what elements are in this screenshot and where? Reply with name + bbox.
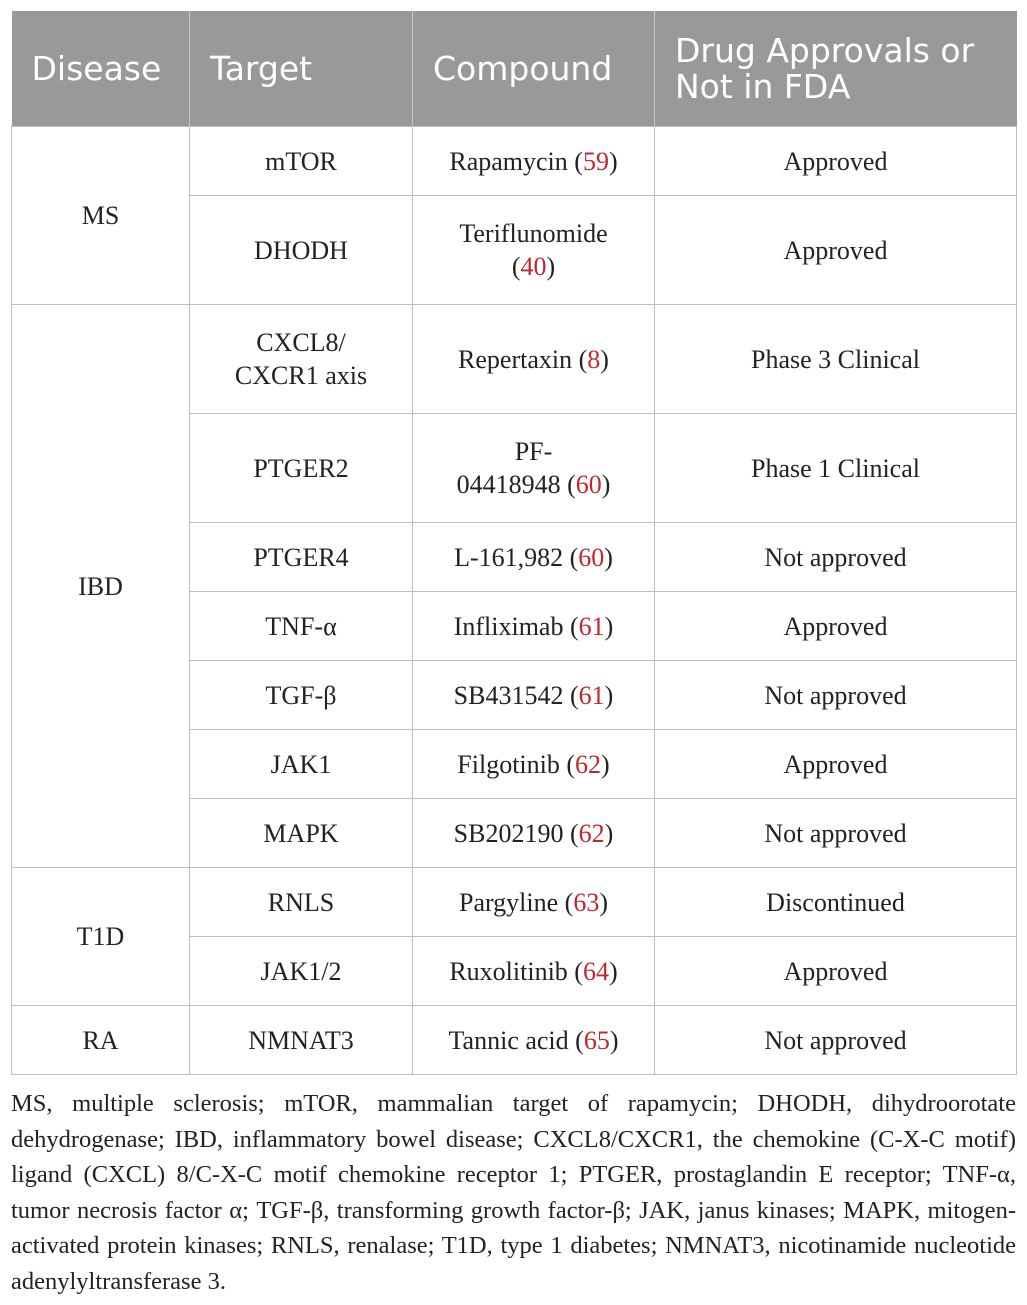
compound-name: Rapamycin ( — [449, 146, 583, 176]
target-cell: RNLS — [190, 868, 413, 937]
reference-link[interactable]: 61 — [578, 680, 605, 710]
reference-link[interactable]: 60 — [578, 542, 605, 572]
table-footnote: MS, multiple sclerosis; mTOR, mammalian target of rapamycin; DHODH, dihydroorotate dehydrogenase; IBD, inflammatory bowel disease; CXCL8/CXCR1, the chemokine (C-X-C motif) ligand (CXCL) 8/C-X-C motif chemokine receptor 1; PTGER, prostaglandin E receptor; TNF-α, tumor necrosis factor α; TGF-β, transforming growth factor-β; JAK, janus kinases; MAPK, mitogen-activated protein kinases; RNLS, renalase; T1D, type 1 diabetes; NMNAT3, nicotinamide nucleotide adenylyltransferase 3. — [11, 1090, 1016, 1295]
reference-link[interactable]: 60 — [575, 470, 602, 499]
reference-link[interactable]: 59 — [582, 146, 609, 176]
compound-name: Ruxolitinib ( — [449, 956, 583, 986]
target-cell: TGF-β — [190, 661, 413, 730]
table-header-row — [12, 11, 1017, 127]
compound-name: L-161,982 ( — [454, 542, 579, 572]
target-cell: JAK1/2 — [190, 937, 413, 1006]
target-line2: CXCR1 axis — [234, 361, 368, 390]
header-disease: Disease — [12, 11, 190, 127]
compound-paren: ) — [604, 818, 614, 848]
compound-cell — [413, 127, 655, 196]
table-row — [12, 1006, 1017, 1075]
compound-name: Filgotinib ( — [457, 749, 576, 779]
status-cell: Approved — [655, 937, 1017, 1006]
compound-paren: ) — [599, 887, 608, 917]
compound-paren: ) — [600, 344, 609, 374]
table-row — [12, 868, 1017, 937]
drug-target-table-container — [11, 11, 1016, 1075]
status-cell: Discontinued — [655, 868, 1017, 937]
drug-target-table — [11, 11, 1017, 1075]
target-cell — [190, 305, 413, 414]
compound-name: SB431542 ( — [453, 680, 579, 710]
compound-paren: ) — [546, 252, 556, 281]
compound-name: Tannic acid ( — [448, 1025, 584, 1055]
target-line1: CXCL8/ — [256, 328, 346, 357]
target-cell: JAK1 — [190, 730, 413, 799]
compound-cell — [413, 592, 655, 661]
compound-name: 04418948 ( — [456, 470, 576, 499]
compound-cell — [413, 730, 655, 799]
target-cell: PTGER2 — [190, 414, 413, 523]
target-cell: DHODH — [190, 196, 413, 305]
header-fda-line1: Drug Approvals or — [675, 30, 975, 70]
compound-cell — [413, 414, 655, 523]
compound-paren: ) — [601, 470, 611, 499]
target-cell: MAPK — [190, 799, 413, 868]
disease-cell-t1d: T1D — [12, 868, 190, 1006]
compound-name: Repertaxin ( — [458, 344, 588, 374]
compound-cell — [413, 305, 655, 414]
target-cell: PTGER4 — [190, 523, 413, 592]
compound-paren: ) — [609, 1025, 619, 1055]
reference-link[interactable]: 63 — [573, 887, 600, 917]
target-cell: mTOR — [190, 127, 413, 196]
target-cell: NMNAT3 — [190, 1006, 413, 1075]
compound-name-line1: PF- — [514, 437, 553, 466]
status-cell: Approved — [655, 730, 1017, 799]
compound-cell — [413, 523, 655, 592]
compound-cell — [413, 868, 655, 937]
header-target: Target — [190, 11, 413, 127]
status-cell: Approved — [655, 127, 1017, 196]
header-fda-line2: Not in FDA — [675, 66, 851, 106]
status-cell: Not approved — [655, 661, 1017, 730]
target-cell: TNF-α — [190, 592, 413, 661]
compound-paren: ) — [604, 542, 613, 572]
reference-link[interactable]: 40 — [520, 252, 547, 281]
compound-paren: ) — [604, 611, 614, 641]
reference-link[interactable]: 61 — [578, 611, 605, 641]
status-cell: Not approved — [655, 523, 1017, 592]
compound-cell — [413, 799, 655, 868]
compound-paren: ) — [601, 749, 610, 779]
reference-link[interactable]: 62 — [578, 818, 605, 848]
compound-cell — [413, 661, 655, 730]
status-cell: Approved — [655, 592, 1017, 661]
reference-link[interactable]: 65 — [583, 1025, 610, 1055]
disease-cell-ra: RA — [12, 1006, 190, 1075]
compound-cell — [413, 196, 655, 305]
compound-cell — [413, 1006, 655, 1075]
compound-name-line1: Teriflunomide — [459, 219, 608, 248]
reference-link[interactable]: 64 — [582, 956, 609, 986]
header-compound: Compound — [413, 11, 655, 127]
status-cell: Not approved — [655, 799, 1017, 868]
compound-paren: ) — [604, 680, 614, 710]
status-cell: Phase 3 Clinical — [655, 305, 1017, 414]
compound-name: ( — [511, 252, 521, 281]
compound-cell — [413, 937, 655, 1006]
compound-paren: ) — [608, 956, 618, 986]
compound-name: SB202190 ( — [453, 818, 579, 848]
compound-name: Infliximab ( — [453, 611, 579, 641]
table-row — [12, 127, 1017, 196]
compound-name: Pargyline ( — [458, 887, 574, 917]
table-row — [12, 305, 1017, 414]
status-cell: Approved — [655, 196, 1017, 305]
status-cell: Not approved — [655, 1006, 1017, 1075]
compound-paren: ) — [608, 146, 618, 176]
header-fda-status — [655, 11, 1017, 127]
reference-link[interactable]: 62 — [575, 749, 602, 779]
status-cell: Phase 1 Clinical — [655, 414, 1017, 523]
disease-cell-ms: MS — [12, 127, 190, 305]
disease-cell-ibd: IBD — [12, 305, 190, 868]
reference-link[interactable]: 8 — [587, 344, 601, 374]
